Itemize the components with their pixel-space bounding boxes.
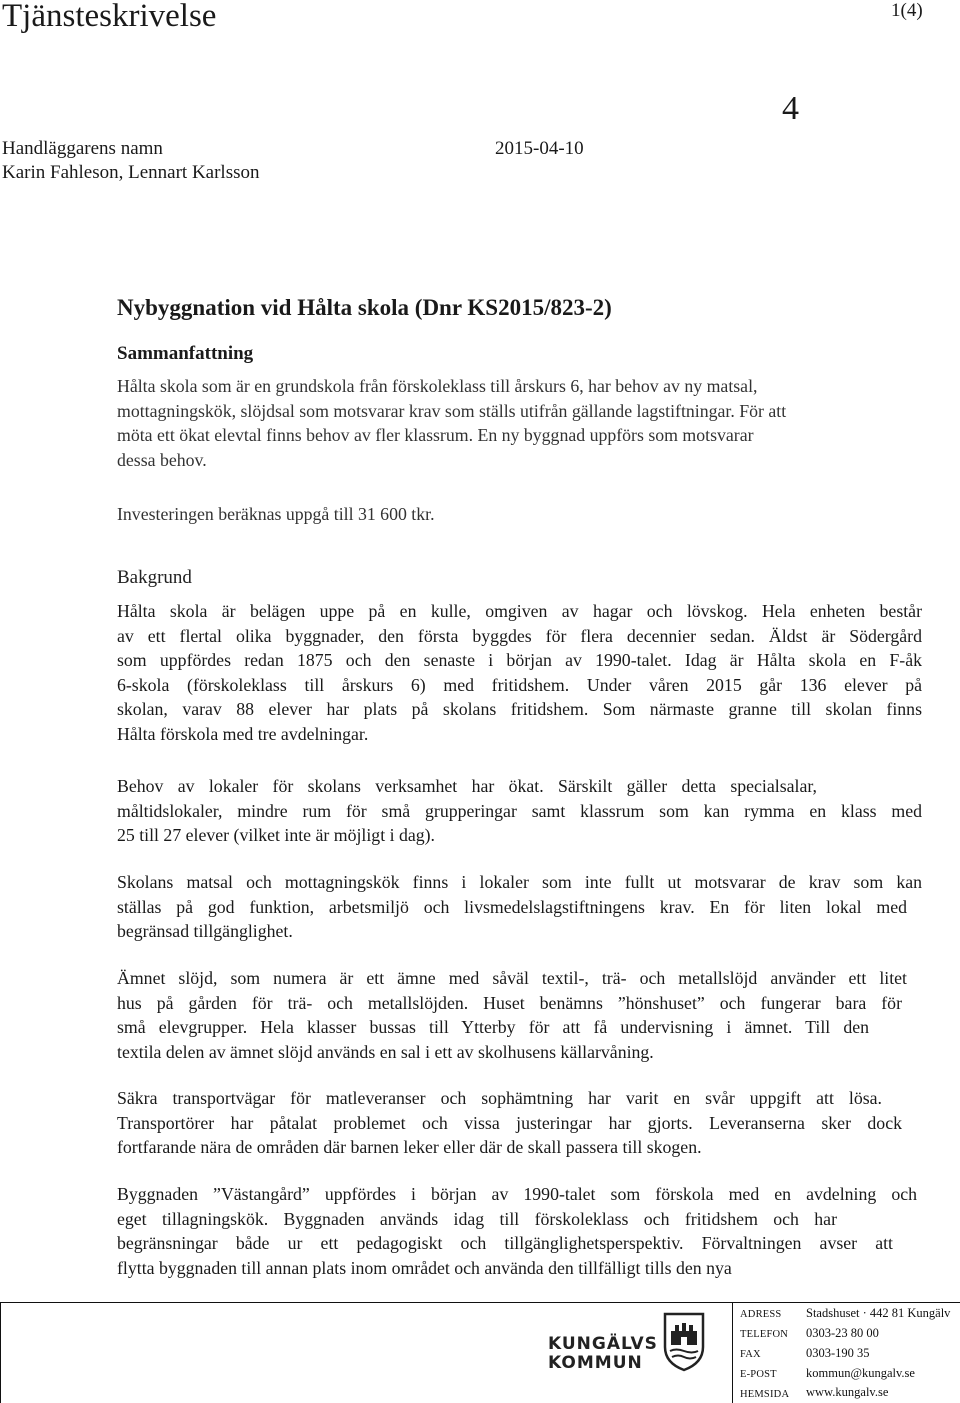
document-title: Nybyggnation vid Hålta skola (Dnr KS2015/823-2)	[117, 295, 612, 320]
text-line: fortfarande nära de områden där barnen leker eller där de skall passera till skogen.	[117, 1137, 702, 1157]
text-line: 25 till 27 elever (vilket inte är möjligt i dag).	[117, 825, 436, 845]
text-line: flytta byggnaden till annan plats inom området och använda den tillfälligt tills den nya	[117, 1257, 732, 1278]
logo-text-line-2: KOMMUN	[548, 1353, 643, 1373]
text-line: som uppfördes redan 1875 och den senaste i början av 1990-talet. Idag är Hålta skola en F-åk	[117, 650, 922, 670]
text-line: Hålta skola är belägen uppe på en kulle, omgiven av hagar och lövskog. Hela enheten består	[117, 601, 922, 621]
background-paragraph-2	[117, 774, 922, 848]
document-type: Tjänsteskrivelse	[2, 0, 217, 34]
background-paragraph-1	[117, 599, 922, 746]
text-line: Investeringen beräknas uppgå till 31 600 tkr.	[117, 504, 435, 524]
background-paragraph-3	[117, 870, 922, 944]
text-line: av ett flertal olika byggnader, den första byggdes för flera decennier sedan. Äldst är Södergård	[117, 625, 922, 646]
document-date: 2015-04-10	[495, 138, 584, 159]
text-line: Säkra transportvägar för matleveranser och sophämtning har varit en svår uppgift att lösa.	[117, 1088, 882, 1108]
footer-left-border	[0, 1303, 1, 1403]
contact-label-address: ADRESS	[740, 1309, 782, 1320]
text-line: Skolans matsal och mottagningskök finns i lokaler som inte fullt ut motsvarar de krav som kan	[117, 872, 922, 892]
handler-label: Handläggarens namn	[2, 138, 163, 159]
text-line: Transportörer har påtalat problemet och vissa justeringar har gjorts. Leveranserna sker dock	[117, 1112, 902, 1133]
contact-value-fax: 0303-190 35	[806, 1346, 870, 1360]
background-paragraph-5	[117, 1086, 922, 1160]
text-line: små elevgrupper. Hela klasser bussas till Ytterby för att få undervisning i ämnet. Till den	[117, 1017, 869, 1037]
text-line: Behov av lokaler för skolans verksamhet har ökat. Särskilt gäller detta specialsalar,	[117, 776, 817, 796]
text-line: Ämnet slöjd, som numera är ett ämne med såväl textil-, trä- och metallslöjd använder ett litet	[117, 968, 907, 988]
background-paragraph-6	[117, 1182, 922, 1280]
footer-column-divider	[732, 1303, 733, 1403]
summary-paragraph-2	[117, 502, 435, 527]
text-line: 6-skola (förskoleklass till årskurs 6) med fritidshem. Under våren 2015 går 136 elever på	[117, 674, 922, 695]
text-line: hus på gården för trä- och metallslöjden. Huset benämns ”hönshuset” och fungerar bara för	[117, 992, 902, 1013]
text-line: Hålta förskola med tre avdelningar.	[117, 723, 369, 744]
contact-value-website: www.kungalv.se	[806, 1385, 889, 1399]
reference-number: 4	[782, 90, 799, 127]
background-paragraph-4	[117, 966, 922, 1064]
background-heading: Bakgrund	[117, 567, 192, 588]
text-line: Hålta skola som är en grundskola från förskoleklass till årskurs 6, har behov av ny matsal,	[117, 376, 758, 396]
contact-value-address: Stadshuset · 442 81 Kungälv	[806, 1306, 951, 1320]
page-number: 1(4)	[891, 0, 923, 21]
text-line: skolan, varav 88 elever har plats på skolans fritidshem. Som närmaste granne till skolan finns	[117, 699, 922, 719]
text-line: ställas på god funktion, arbetsmiljö och livsmedelslagstiftningens krav. En för liten lokal med	[117, 896, 907, 917]
text-line: dessa behov.	[117, 449, 207, 470]
contact-value-email: kommun@kungalv.se	[806, 1366, 915, 1380]
text-line: begränsningar både ur ett pedagogiskt och tillgänglighetsperspektiv. Förvaltningen avser att	[117, 1233, 893, 1253]
text-line: Byggnaden ”Västangård” uppfördes i början av 1990-talet som förskola med en avdelning och	[117, 1184, 917, 1204]
municipal-crest-icon	[662, 1311, 706, 1373]
text-line: textila delen av ämnet slöjd används en sal i ett av skolhusens källarvåning.	[117, 1041, 654, 1062]
summary-heading: Sammanfattning	[117, 343, 254, 364]
contact-label-fax: FAX	[740, 1349, 761, 1360]
contact-label-website: HEMSIDA	[740, 1389, 790, 1400]
contact-label-phone: TELEFON	[740, 1329, 789, 1340]
contact-value-phone: 0303-23 80 00	[806, 1326, 879, 1340]
handler-names: Karin Fahleson, Lennart Karlsson	[2, 162, 260, 183]
text-line: begränsad tillgänglighet.	[117, 921, 293, 941]
summary-paragraph-1	[117, 374, 786, 472]
logo-text-line-1: KUNGÄLVS	[548, 1334, 658, 1354]
text-line: möta ett ökat elevtal finns behov av fler klassrum. En ny byggnad uppförs som motsvarar	[117, 425, 754, 445]
footer-divider	[0, 1302, 960, 1303]
contact-label-email: E-POST	[740, 1369, 777, 1380]
text-line: måltidslokaler, mindre rum för små grupperingar samt klassrum som kan rymma en klass med	[117, 800, 922, 821]
text-line: eget tillagningskök. Byggnaden används idag till förskoleklass och fritidshem och har	[117, 1208, 837, 1229]
text-line: mottagningskök, slöjdsal som motsvarar krav som ställs utifrån gällande lagstiftningar. För att	[117, 400, 787, 421]
